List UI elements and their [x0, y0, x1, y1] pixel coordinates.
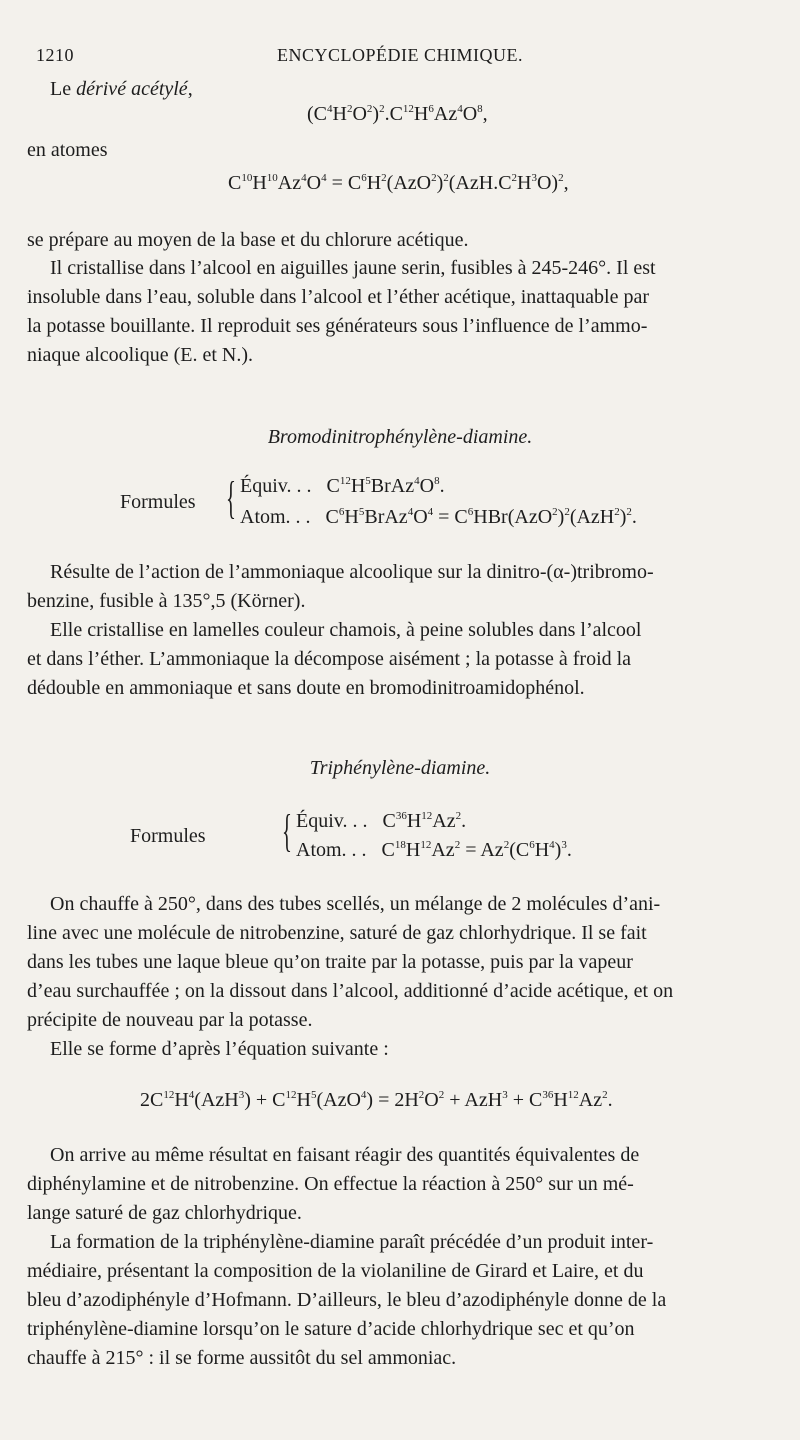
formula-label: Formules: [130, 825, 206, 847]
running-title: ENCYCLOPÉDIE CHIMIQUE.: [277, 45, 523, 65]
formula-line: Équiv. . . $C^{12}H^5BrAz^4O^8$.: [240, 475, 445, 497]
text-line: Le dérivé acétylé,: [50, 78, 193, 100]
formula-line: Équiv. . . $C^{36}H^{12}Az^2$.: [296, 810, 467, 832]
section-heading: Triphénylène-diamine.: [309, 757, 491, 779]
formula-label: Formules: [120, 491, 196, 513]
text-line: et dans l’éther. L’ammoniaque la décompose aisément ; la potasse à froid la: [27, 648, 632, 670]
text-line: insoluble dans l’eau, soluble dans l’alcool et l’éther acétique, inattaquable par: [27, 286, 649, 308]
text-line: la potasse bouillante. Il reproduit ses générateurs sous l’influence de l’ammo-: [27, 315, 648, 337]
text-line: benzine, fusible à 135°,5 (Körner).: [27, 590, 306, 612]
text-line: médiaire, présentant la composition de la violaniline de Girard et Laire, et du: [27, 1260, 644, 1282]
text-line: en atomes: [27, 139, 108, 161]
text-line: Il cristallise dans l’alcool en aiguilles jaune serin, fusibles à 245-246°. Il est: [50, 257, 656, 279]
text-line: lange saturé de gaz chlorhydrique.: [27, 1202, 302, 1224]
page-number: 1210: [36, 45, 74, 65]
text-line: se prépare au moyen de la base et du chlorure acétique.: [27, 229, 469, 251]
text-line: d’eau surchauffée ; on la dissout dans l’alcool, additionné d’acide acétique, et on: [27, 980, 674, 1002]
text-line: La formation de la triphénylène-diamine paraît précédée d’un produit inter-: [50, 1231, 654, 1253]
text-line: Résulte de l’action de l’ammoniaque alcoolique sur la dinitro-(α-)tribromo-: [50, 561, 654, 583]
text-line: niaque alcoolique (E. et N.).: [27, 344, 254, 366]
text-line: dédouble en ammoniaque et sans doute en bromodinitroamidophénol.: [27, 677, 585, 699]
formula-line: Atom. . . $C^6H^5BrAz^4O^4 = C^6HBr(AzO^2)^2(AzH^2)^2$.: [240, 506, 637, 528]
text-line: bleu d’azodiphényle d’Hofmann. D’ailleurs, le bleu d’azodiphényle donne de la: [27, 1289, 667, 1311]
text-line: dans les tubes une laque bleue qu’on traite par la potasse, puis par la vapeur: [27, 951, 633, 973]
brace: {: [282, 805, 292, 856]
text-line: Elle cristallise en lamelles couleur chamois, à peine solubles dans l’alcool: [50, 619, 642, 641]
text-line: triphénylène-diamine lorsqu’on le sature d’acide chlorhydrique sec et qu’on: [27, 1318, 635, 1340]
text-line: On arrive au même résultat en faisant réagir des quantités équivalentes de: [50, 1144, 640, 1166]
brace: {: [226, 472, 236, 523]
text-line: Elle se forme d’après l’équation suivante :: [50, 1038, 389, 1060]
text-line: diphénylamine et de nitrobenzine. On effectue la réaction à 250° sur un mé-: [27, 1173, 634, 1195]
text-line: précipite de nouveau par la potasse.: [27, 1009, 313, 1031]
text-line: On chauffe à 250°, dans des tubes scellés, un mélange de 2 molécules d’ani-: [50, 893, 661, 915]
formula-line: $C^{10}H^{10}Az^4O^4 = C^6H^2(AzO^2)^2(AzH.C^2H^3O)^2$,: [228, 172, 569, 194]
equation: $2C^{12}H^4(AzH^3) + C^{12}H^5(AzO^4) = 2H^2O^2 + AzH^3 + C^{36}H^{12}Az^2$.: [140, 1089, 613, 1111]
text-line: line avec une molécule de nitrobenzine, saturé de gaz chlorhydrique. Il se fait: [27, 922, 647, 944]
text-line: chauffe à 215° : il se forme aussitôt du sel ammoniac.: [27, 1347, 457, 1369]
formula-line: Atom. . . $C^{18}H^{12}Az^2 = Az^2(C^6H^4)^3$.: [296, 839, 572, 861]
formula-line: $(C^4H^2O^2)^2.C^{12}H^6Az^4O^8$,: [307, 103, 488, 125]
section-heading: Bromodinitrophénylène-diamine.: [267, 426, 533, 448]
